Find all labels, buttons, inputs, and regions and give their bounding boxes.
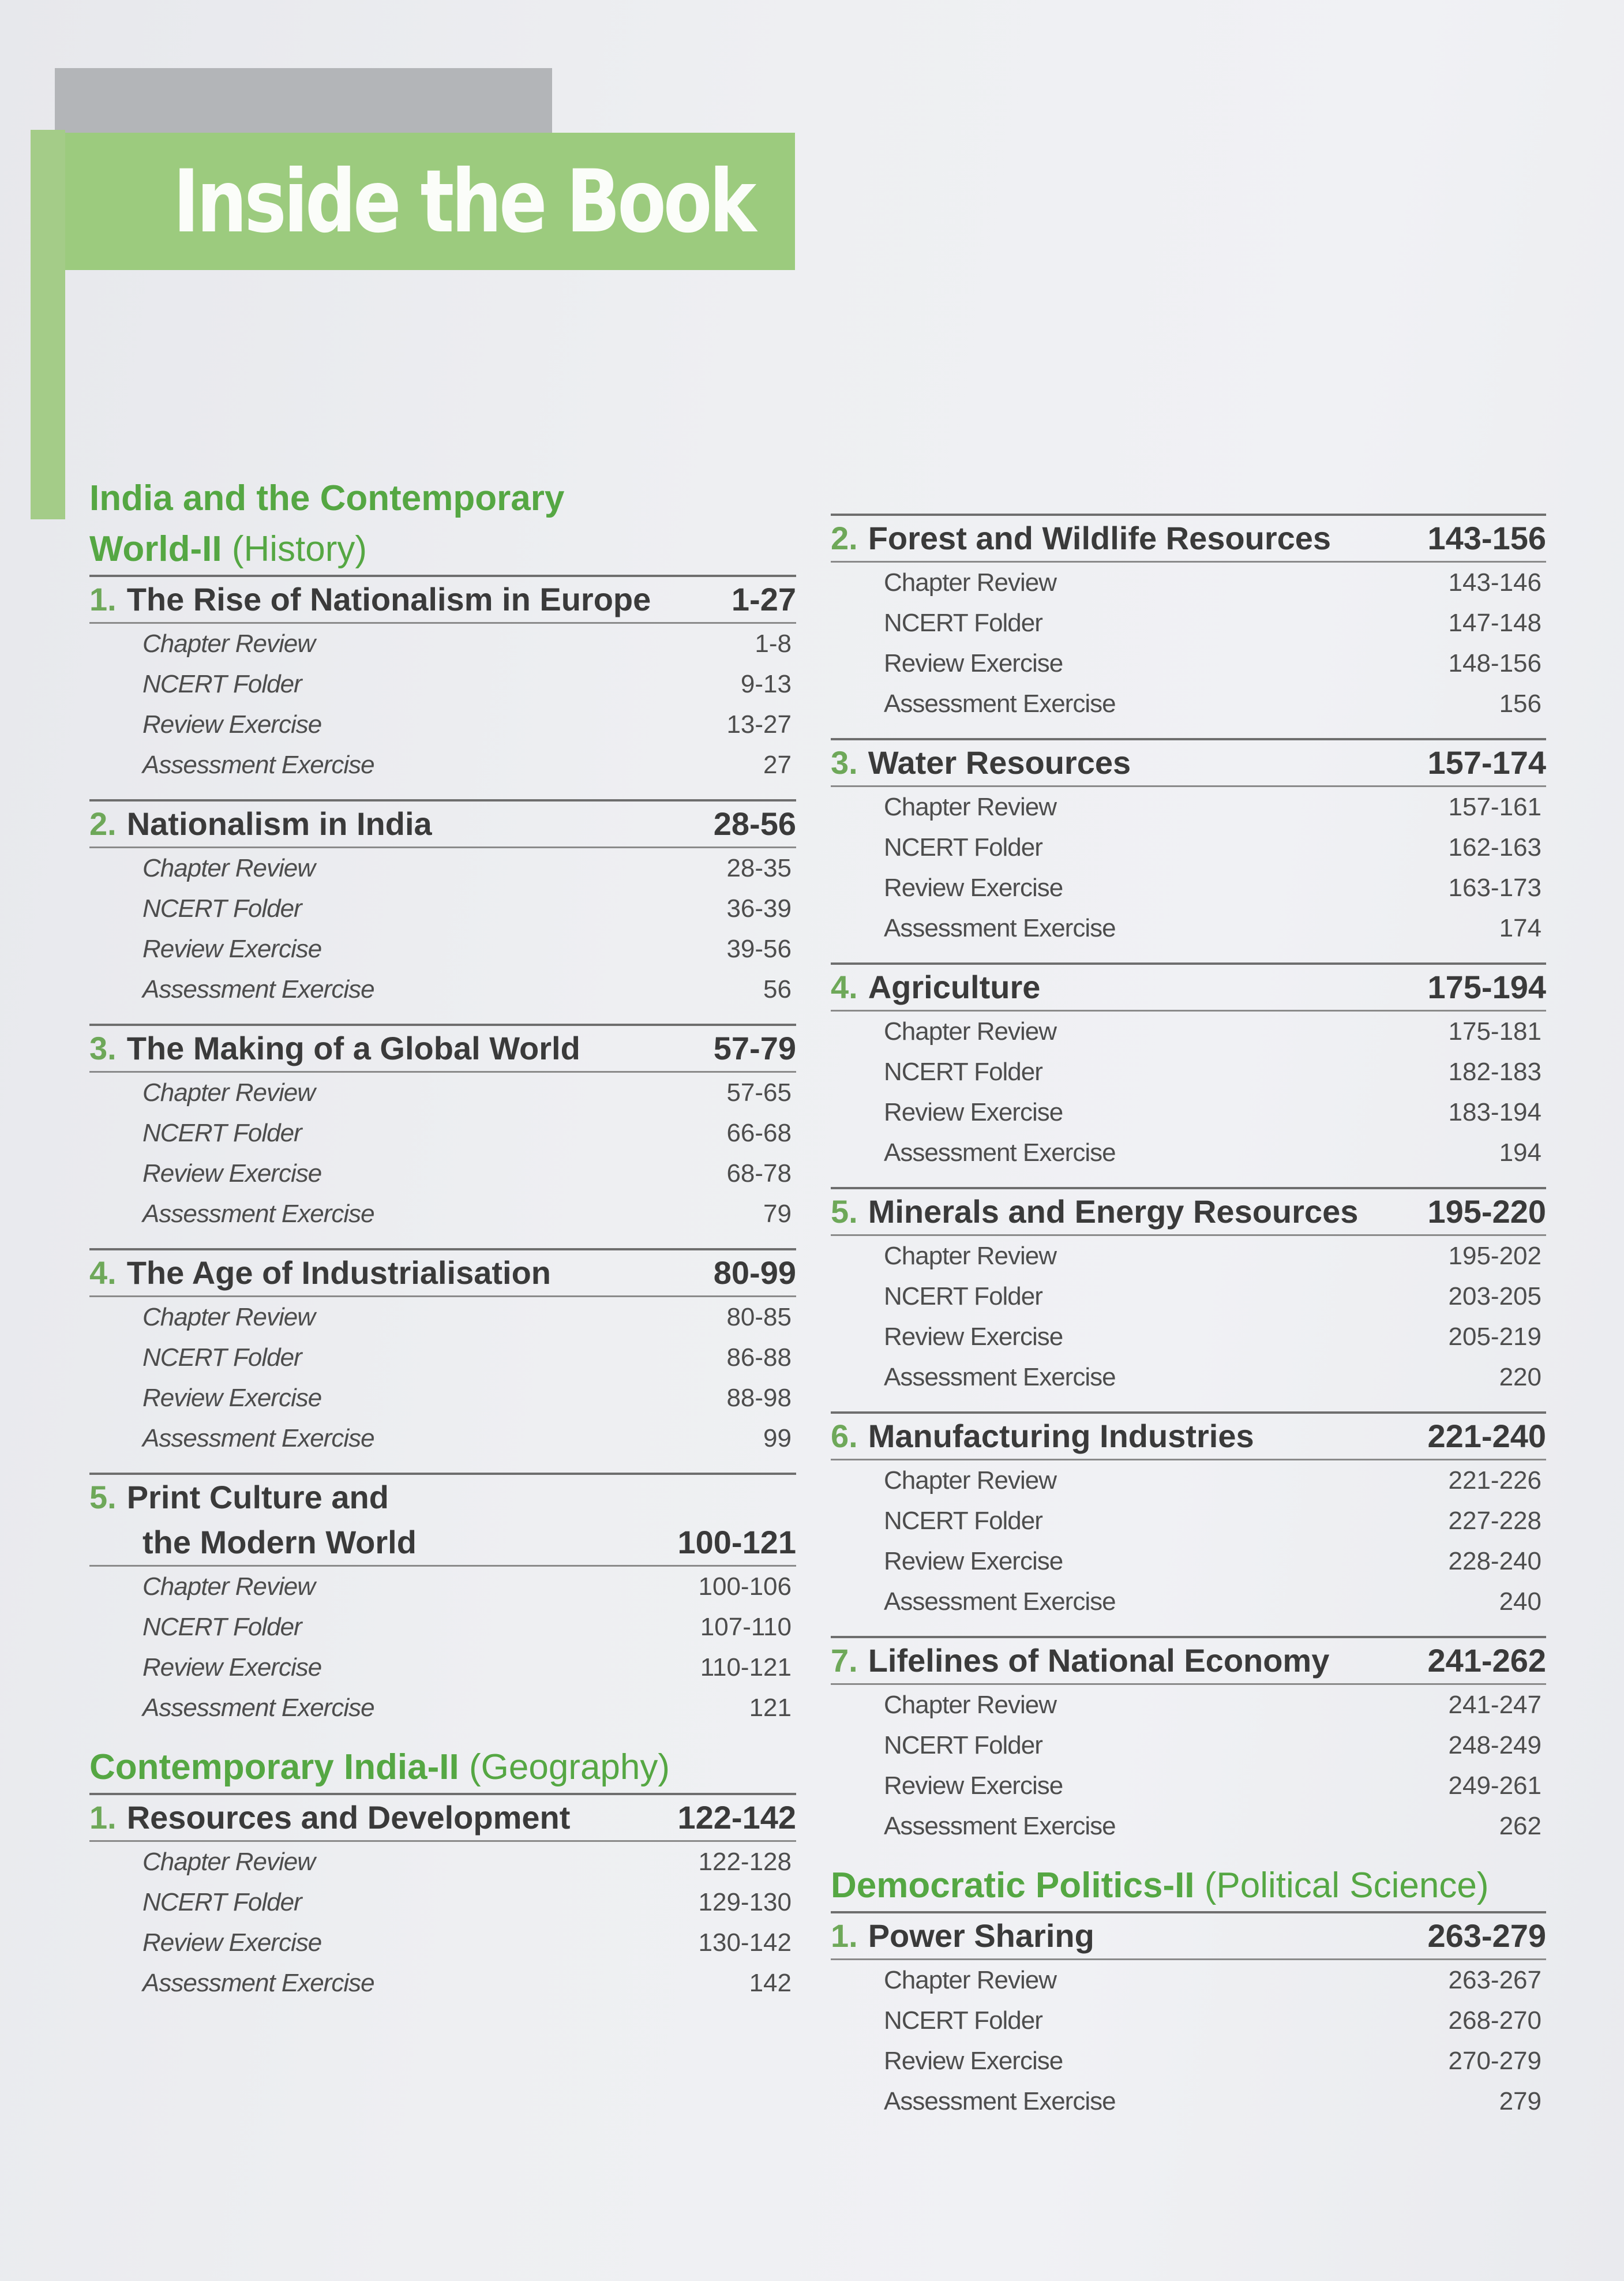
item-label: Chapter Review [884,1017,1057,1046]
item-label: NCERT Folder [142,670,302,698]
list-item[interactable] [884,684,1542,724]
list-item[interactable] [884,1460,1542,1501]
chapter-block [89,1473,796,1728]
chapter-title-line1: Print Culture and [126,1479,389,1515]
item-pages: 263-267 [1448,1966,1542,1994]
chapter-title [89,1475,417,1565]
chapter-title [831,1913,1094,1958]
item-pages: 28-35 [726,854,792,882]
chapter-row[interactable] [89,1250,796,1295]
chapter-block [831,962,1546,1173]
item-pages: 68-78 [726,1159,792,1188]
section-history-heading [89,473,796,575]
item-pages: 240 [1499,1587,1542,1616]
section-history-title-line2: World-II [89,529,222,569]
item-pages: 56 [763,975,792,1003]
item-label: Assessment Exercise [142,1200,374,1228]
item-label: Review Exercise [142,1159,322,1188]
list-item[interactable] [884,1725,1542,1766]
item-pages: 249-261 [1448,1771,1542,1800]
title-banner-side-bar [31,130,65,519]
list-item[interactable] [884,1501,1542,1541]
item-pages: 182-183 [1448,1058,1542,1086]
item-label: NCERT Folder [142,1888,302,1916]
chapter-block [831,1187,1546,1398]
item-pages: 148-156 [1448,649,1542,677]
chapter-title [831,1189,1358,1234]
list-item[interactable] [884,1766,1542,1806]
section-politics-subtitle: (Political Science) [1204,1866,1489,1905]
list-item[interactable] [142,1194,792,1234]
chapter-block [831,1636,1546,1846]
chapter-page-range: 57-79 [713,1030,796,1066]
item-label: Assessment Exercise [884,1363,1116,1391]
list-item[interactable] [142,1297,792,1338]
item-label: Chapter Review [142,854,316,882]
chapter-number: 1. [89,581,117,617]
chapter-number: 3. [831,744,858,781]
chapter-number: 6. [831,1418,858,1454]
item-pages: 36-39 [726,894,792,923]
list-item[interactable] [884,643,1542,684]
chapter-title-text: The Age of Industrialisation [126,1254,552,1291]
list-item[interactable] [884,2081,1542,2122]
list-item[interactable] [884,1092,1542,1133]
item-pages: 220 [1499,1363,1542,1391]
chapter-page-range: 28-56 [713,806,796,842]
item-label: NCERT Folder [884,1058,1042,1086]
item-label: Assessment Exercise [142,751,374,779]
item-label: NCERT Folder [142,1343,302,1372]
chapter-number: 1. [831,1917,858,1954]
chapter-page-range: 122-142 [677,1799,796,1836]
chapter-row[interactable] [831,1189,1546,1234]
list-item[interactable] [142,929,792,969]
item-pages: 228-240 [1448,1547,1542,1575]
item-label: Assessment Exercise [884,1812,1116,1840]
item-label: Review Exercise [142,1928,322,1957]
chapter-items [89,1567,796,1728]
list-item[interactable] [142,969,792,1010]
item-label: Chapter Review [884,1242,1057,1270]
item-pages: 13-27 [726,710,792,739]
item-label: Chapter Review [884,1691,1057,1719]
list-item[interactable] [142,1842,792,1882]
chapter-title-text: The Making of a Global World [126,1030,580,1066]
list-item[interactable] [884,1276,1542,1317]
chapter-title [89,801,432,847]
list-item[interactable] [142,664,792,705]
item-pages: 241-247 [1448,1691,1542,1719]
item-pages: 157-161 [1448,793,1542,821]
chapter-title-line2: the Modern World [142,1524,417,1560]
item-pages: 110-121 [700,1653,792,1681]
list-item[interactable] [142,1688,792,1728]
chapter-block [89,1793,796,2003]
item-label: Review Exercise [884,1323,1063,1351]
chapter-page-range: 195-220 [1427,1193,1546,1230]
chapter-number: 5. [89,1479,117,1515]
item-pages: 227-228 [1448,1507,1542,1535]
list-item[interactable] [884,1052,1542,1092]
item-pages: 174 [1499,914,1542,942]
item-pages: 121 [749,1694,792,1722]
chapter-page-range: 241-262 [1427,1642,1546,1679]
list-item[interactable] [142,1923,792,1963]
chapter-items [89,848,796,1010]
item-pages: 221-226 [1448,1466,1542,1495]
item-label: Assessment Exercise [142,1424,374,1452]
item-pages: 80-85 [726,1303,792,1331]
chapter-title [831,965,1040,1010]
item-pages: 156 [1499,690,1542,718]
chapter-number: 2. [89,806,117,842]
list-item[interactable] [142,1418,792,1459]
chapter-row[interactable] [89,1475,796,1565]
list-item[interactable] [142,1073,792,1113]
chapter-title-text: Minerals and Energy Resources [868,1193,1359,1230]
item-pages: 270-279 [1448,2047,1542,2075]
item-label: Review Exercise [884,1547,1063,1575]
chapter-items [831,1236,1546,1398]
chapter-block [831,1411,1546,1622]
item-pages: 79 [763,1200,792,1228]
chapter-number: 7. [831,1642,858,1679]
list-item[interactable] [884,827,1542,868]
item-label: Review Exercise [884,1098,1063,1126]
item-pages: 162-163 [1448,833,1542,862]
chapter-page-range: 143-156 [1427,520,1546,556]
section-geography-subtitle: (Geography) [468,1747,670,1787]
item-label: Chapter Review [884,568,1057,597]
chapter-title-text: Lifelines of National Economy [868,1642,1330,1679]
list-item[interactable] [884,1541,1542,1582]
list-item[interactable] [142,705,792,745]
list-item[interactable] [884,908,1542,949]
item-label: Assessment Exercise [884,690,1116,718]
chapter-title [831,516,1331,561]
item-pages: 100-106 [698,1572,792,1601]
chapter-title [831,740,1131,785]
list-item[interactable] [884,1357,1542,1398]
item-pages: 205-219 [1448,1323,1542,1351]
chapter-title-text: Nationalism in India [126,806,432,842]
list-item[interactable] [142,1153,792,1194]
item-label: Chapter Review [884,793,1057,821]
item-label: Chapter Review [884,1466,1057,1495]
item-pages: 57-65 [726,1078,792,1107]
item-pages: 66-68 [726,1119,792,1147]
chapter-page-range: 263-279 [1427,1917,1546,1954]
chapter-page-range: 80-99 [713,1254,796,1291]
chapter-items [831,1460,1546,1622]
chapter-title [831,1638,1329,1683]
chapter-number: 3. [89,1030,117,1066]
item-pages: 147-148 [1448,609,1542,637]
chapter-items [89,624,796,785]
list-item[interactable] [142,1647,792,1688]
chapter-title-text: Resources and Development [126,1799,571,1836]
item-pages: 88-98 [726,1384,792,1412]
chapter-block [89,799,796,1010]
chapter-title-text: Agriculture [868,969,1041,1005]
item-label: Review Exercise [884,1771,1063,1800]
chapter-block [89,1024,796,1234]
chapter-title [831,1414,1254,1459]
item-label: Review Exercise [142,1384,322,1412]
list-item[interactable] [142,745,792,785]
list-item[interactable] [884,563,1542,603]
list-item[interactable] [142,1882,792,1923]
section-geography-heading [89,1742,796,1793]
chapter-row[interactable] [89,1026,796,1071]
item-pages: 143-146 [1448,568,1542,597]
list-item[interactable] [142,624,792,664]
chapter-row[interactable] [831,740,1546,785]
item-label: Assessment Exercise [142,975,374,1003]
geography-chapter-list-right [831,514,1546,1846]
item-label: Chapter Review [884,1966,1057,1994]
item-label: Review Exercise [884,874,1063,902]
list-item[interactable] [142,1963,792,2003]
list-item[interactable] [142,889,792,929]
item-pages: 99 [763,1424,792,1452]
list-item[interactable] [142,1113,792,1153]
section-history-subtitle: (History) [231,529,367,569]
chapter-page-range: 221-240 [1427,1418,1546,1454]
item-label: Assessment Exercise [884,2087,1116,2115]
item-pages: 39-56 [726,935,792,963]
chapter-block [831,514,1546,724]
list-item[interactable] [884,1236,1542,1276]
list-item[interactable] [142,848,792,889]
item-pages: 86-88 [726,1343,792,1372]
chapter-title-text: Forest and Wildlife Resources [868,520,1332,556]
chapter-block [89,1248,796,1459]
geography-chapter-list-left [89,1793,796,2003]
list-item[interactable] [884,1806,1542,1846]
item-pages: 1-8 [755,630,792,658]
chapter-title-text: The Rise of Nationalism in Europe [126,581,651,617]
item-label: Chapter Review [142,1303,316,1331]
item-pages: 122-128 [698,1848,792,1876]
item-label: Assessment Exercise [142,1969,374,1997]
chapter-row[interactable] [89,801,796,847]
chapter-items [831,1685,1546,1846]
item-pages: 262 [1499,1812,1542,1840]
item-label: Chapter Review [142,1572,316,1601]
item-pages: 195-202 [1448,1242,1542,1270]
item-label: Review Exercise [884,2047,1063,2075]
chapter-block [831,1911,1546,2122]
item-label: NCERT Folder [884,833,1042,862]
list-item[interactable] [884,2041,1542,2081]
item-label: NCERT Folder [884,1507,1042,1535]
chapter-row[interactable] [831,1414,1546,1459]
item-pages: 129-130 [698,1888,792,1916]
chapter-row[interactable] [831,1913,1546,1958]
item-label: NCERT Folder [884,1731,1042,1759]
chapter-items [831,1012,1546,1173]
item-pages: 130-142 [698,1928,792,1957]
page-title: Inside the Book [173,152,754,252]
chapter-title [89,1250,551,1295]
item-pages: 268-270 [1448,2006,1542,2035]
list-item[interactable] [884,1317,1542,1357]
header-grey-band [55,68,552,133]
list-item[interactable] [142,1338,792,1378]
chapter-title-text: Power Sharing [868,1917,1094,1954]
list-item[interactable] [142,1378,792,1418]
chapter-block [89,575,796,785]
chapter-items [831,787,1546,949]
section-geography-title: Contemporary India-II [89,1747,459,1787]
history-chapter-list [89,575,796,1728]
chapter-number: 4. [89,1254,117,1291]
item-label: NCERT Folder [142,894,302,923]
item-pages: 142 [749,1969,792,1997]
list-item[interactable] [884,603,1542,643]
chapter-items [89,1073,796,1234]
chapter-title-text: Water Resources [868,744,1131,781]
item-pages: 203-205 [1448,1282,1542,1310]
chapter-row[interactable] [89,577,796,622]
chapter-row[interactable] [831,965,1546,1010]
item-label: NCERT Folder [884,2006,1042,2035]
chapter-row[interactable] [831,516,1546,561]
list-item[interactable] [884,1582,1542,1622]
item-pages: 248-249 [1448,1731,1542,1759]
list-item[interactable] [884,1133,1542,1173]
item-label: Assessment Exercise [884,1587,1116,1616]
right-column [831,514,1546,2136]
chapter-number: 4. [831,969,858,1005]
politics-chapter-list [831,1911,1546,2122]
list-item[interactable] [884,868,1542,908]
list-item[interactable] [884,787,1542,827]
left-column [89,473,796,2017]
chapter-title [89,1795,570,1840]
chapter-title [89,1026,580,1071]
item-label: Review Exercise [142,935,322,963]
item-label: NCERT Folder [142,1119,302,1147]
chapter-row[interactable] [89,1795,796,1840]
chapter-number: 5. [831,1193,858,1230]
item-label: Assessment Exercise [884,914,1116,942]
item-label: Review Exercise [884,649,1063,677]
chapter-page-range: 100-121 [677,1524,796,1560]
item-pages: 27 [763,751,792,779]
item-label: Chapter Review [142,630,316,658]
chapter-page-range: 175-194 [1427,969,1546,1005]
item-label: NCERT Folder [142,1613,302,1641]
chapter-items [831,563,1546,724]
list-item[interactable] [884,2001,1542,2041]
list-item[interactable] [884,1012,1542,1052]
chapter-items [89,1842,796,2003]
item-label: Assessment Exercise [884,1138,1116,1167]
item-label: Assessment Exercise [142,1694,374,1722]
chapter-page-range: 157-174 [1427,744,1546,781]
item-label: Chapter Review [142,1848,316,1876]
chapter-items [831,1960,1546,2122]
section-politics-title: Democratic Politics-II [831,1866,1195,1905]
item-pages: 194 [1499,1138,1542,1167]
item-pages: 9-13 [740,670,792,698]
section-politics-heading [831,1860,1546,1911]
chapter-number: 1. [89,1799,117,1836]
chapter-row[interactable] [831,1638,1546,1683]
chapter-title [89,577,651,622]
list-item[interactable] [142,1567,792,1607]
chapter-number: 2. [831,520,858,556]
list-item[interactable] [142,1607,792,1647]
chapter-title-text: Manufacturing Industries [868,1418,1254,1454]
chapter-items [89,1297,796,1459]
chapter-block [831,738,1546,949]
item-label: NCERT Folder [884,609,1042,637]
list-item[interactable] [884,1685,1542,1725]
chapter-page-range: 1-27 [731,581,796,617]
list-item[interactable] [884,1960,1542,2001]
item-pages: 163-173 [1448,874,1542,902]
item-pages: 279 [1499,2087,1542,2115]
item-pages: 183-194 [1448,1098,1542,1126]
section-history-title-line1: India and the Contemporary [89,478,565,518]
item-pages: 175-181 [1448,1017,1542,1046]
item-label: Chapter Review [142,1078,316,1107]
item-label: Review Exercise [142,1653,322,1681]
item-label: NCERT Folder [884,1282,1042,1310]
item-pages: 107-110 [700,1613,792,1641]
item-label: Review Exercise [142,710,322,739]
